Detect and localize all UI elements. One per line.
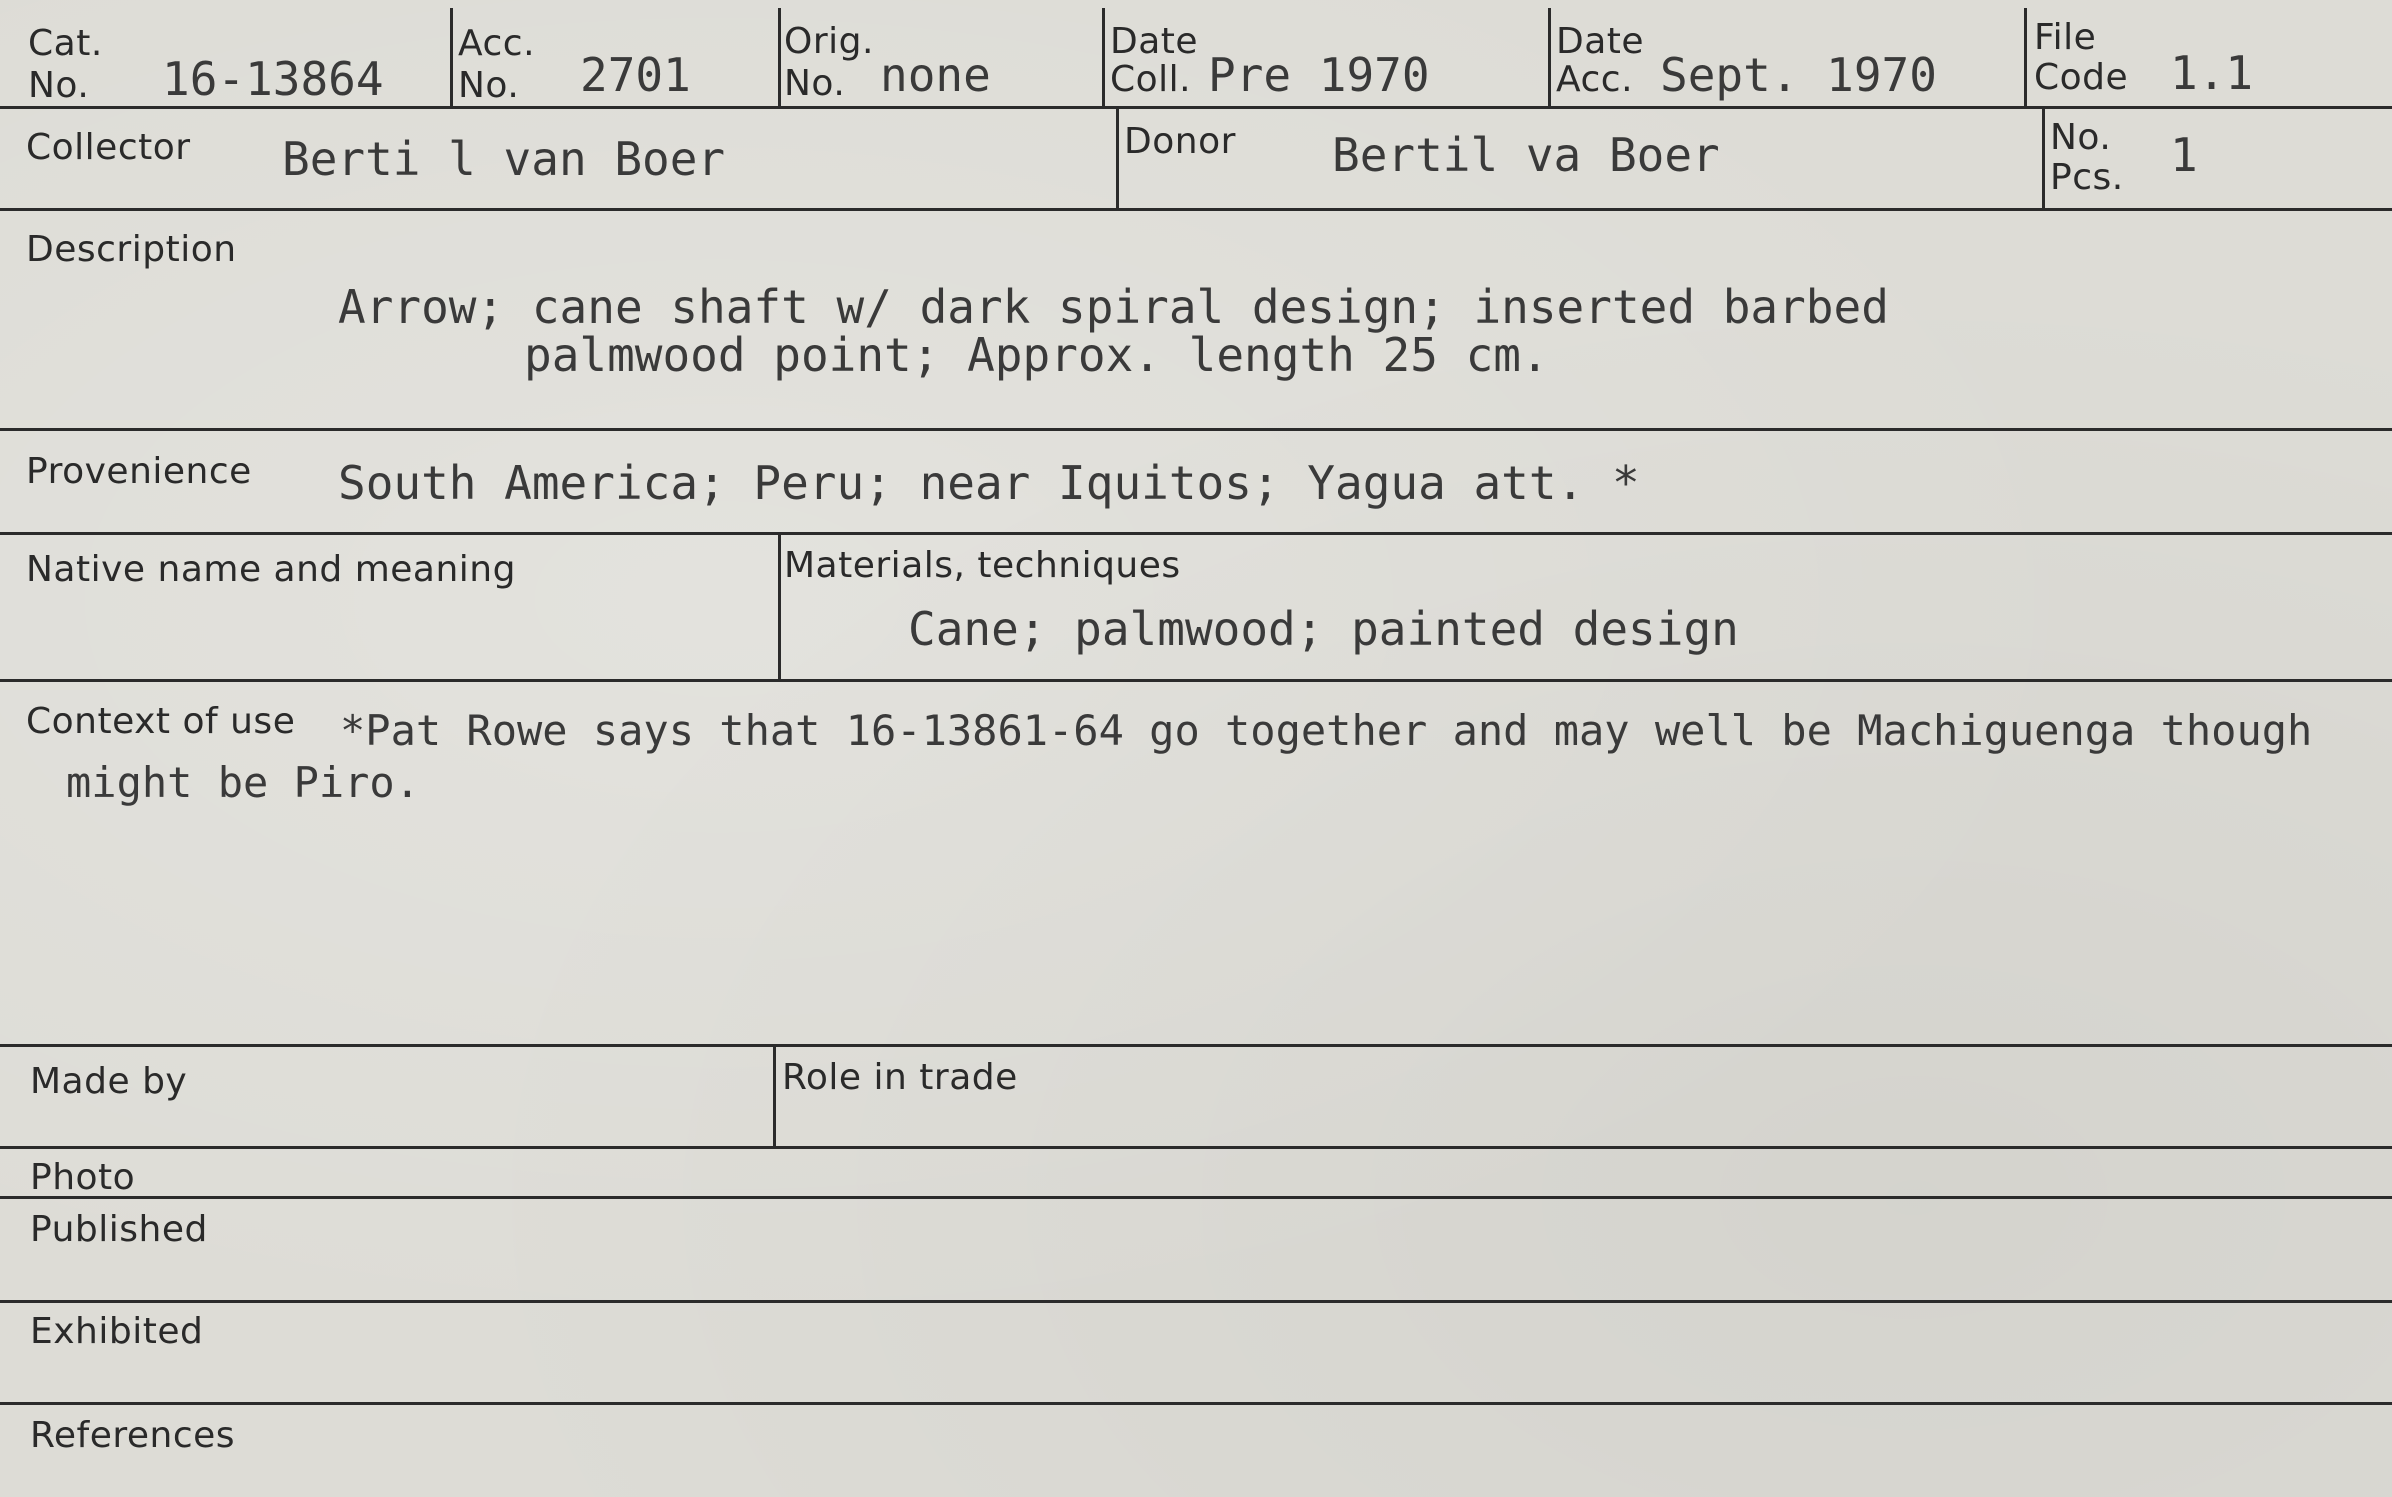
date-coll-label: Date — [1110, 21, 1199, 62]
rule-native-bottom — [0, 679, 2392, 682]
file-code-value: 1.1 — [2170, 46, 2254, 100]
collector-label: Collector — [26, 127, 191, 168]
rule-v-acc-orig — [778, 8, 781, 108]
cat-label-no: No. — [28, 65, 90, 106]
role-in-trade-label: Role in trade — [782, 1057, 1018, 1098]
description-label: Description — [26, 229, 237, 270]
rule-description-bottom — [0, 428, 2392, 431]
orig-label: Orig. — [784, 21, 874, 62]
rule-v-madeby-role — [773, 1046, 776, 1148]
description-line-1: Arrow; cane shaft w/ dark spiral design; inserted barbed — [338, 280, 1889, 334]
rule-context-bottom — [0, 1044, 2392, 1047]
native-name-label: Native name and meaning — [26, 549, 516, 590]
rule-v-orig-datecoll — [1102, 8, 1105, 108]
date-acc-label-acc: Acc. — [1556, 59, 1634, 100]
rule-v-datecoll-dateacc — [1548, 8, 1551, 108]
acc-no-value: 2701 — [580, 48, 691, 102]
rule-v-collector-donor — [1116, 108, 1119, 210]
rule-v-dateacc-file — [2024, 8, 2027, 108]
photo-label: Photo — [30, 1157, 136, 1198]
rule-v-donor-pcs — [2042, 108, 2045, 210]
rule-header-bottom — [0, 106, 2392, 109]
pcs-label: No. — [2050, 117, 2112, 158]
rule-exhibited-bottom — [0, 1402, 2392, 1405]
exhibited-label: Exhibited — [30, 1311, 204, 1352]
date-acc-label: Date — [1556, 21, 1645, 62]
date-acc-value: Sept. 1970 — [1660, 48, 1937, 102]
cat-no-value: 16-13864 — [162, 52, 384, 106]
cat-label: Cat. — [28, 23, 103, 64]
context-line-2: might be Piro. — [66, 758, 421, 807]
rule-published-bottom — [0, 1300, 2392, 1303]
acc-label-no: No. — [458, 65, 520, 106]
rule-provenience-bottom — [0, 532, 2392, 535]
made-by-label: Made by — [30, 1061, 188, 1102]
collector-value: Berti l van Boer — [282, 132, 726, 186]
date-coll-label-coll: Coll. — [1110, 59, 1192, 100]
rule-v-native-materials — [778, 534, 781, 681]
references-label: References — [30, 1415, 236, 1456]
rule-photo-bottom — [0, 1196, 2392, 1199]
orig-no-value: none — [880, 48, 991, 102]
acc-label: Acc. — [458, 23, 536, 64]
materials-value: Cane; palmwood; painted design — [908, 602, 1739, 656]
file-label: File — [2034, 17, 2097, 58]
rule-madeby-bottom — [0, 1146, 2392, 1149]
rule-row2-bottom — [0, 208, 2392, 211]
materials-label: Materials, techniques — [784, 545, 1181, 586]
published-label: Published — [30, 1209, 208, 1250]
context-line-1: *Pat Rowe says that 16-13861-64 go together and may well be Machiguenga though — [340, 706, 2313, 755]
donor-label: Donor — [1124, 121, 1236, 162]
orig-label-no: No. — [784, 63, 846, 104]
description-line-2: palmwood point; Approx. length 25 cm. — [524, 328, 1549, 382]
donor-value: Bertil va Boer — [1332, 128, 1720, 182]
date-coll-value: Pre 1970 — [1208, 48, 1430, 102]
file-label-code: Code — [2034, 57, 2129, 98]
context-label: Context of use — [26, 701, 296, 742]
rule-v-cat-acc — [450, 8, 453, 108]
provenience-value: South America; Peru; near Iquitos; Yagua att. * — [338, 456, 1640, 510]
pcs-label-pcs: Pcs. — [2050, 157, 2124, 198]
provenience-label: Provenience — [26, 451, 252, 492]
pcs-value: 1 — [2170, 128, 2198, 182]
